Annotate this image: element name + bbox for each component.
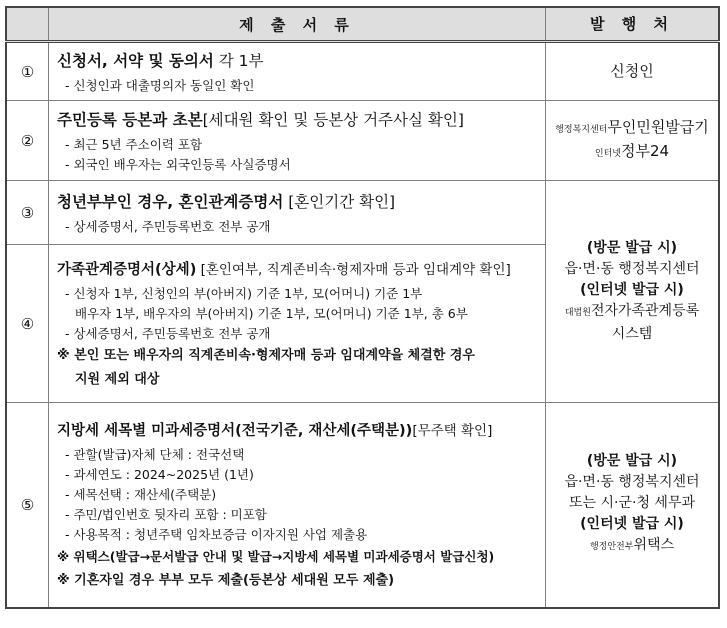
row-number: ⑤	[6, 403, 49, 608]
row-detail: 배우자 1부, 배우자의 부(아버지) 기준 1부, 모(어머니) 기준 1부, 총 6부	[75, 305, 468, 321]
table-row	[6, 42, 719, 101]
table-row	[6, 101, 719, 181]
row-content	[49, 245, 546, 403]
header-docs: 제 출 서 류	[49, 7, 546, 42]
documents-table	[5, 6, 720, 609]
table-row	[6, 181, 719, 245]
row-detail: - 신청인과 대출명의자 동일인 확인	[65, 78, 255, 93]
table-row	[6, 403, 719, 608]
row-note: 지원 제외 대상	[75, 371, 160, 387]
issuer-cell: (방문 발급 시) 읍·면·동 행정복지센터 또는 시·군·청 세무과 (인터넷 발급 시) 행정안전부위택스	[546, 403, 720, 608]
row-title: 청년부부인 경우, 혼인관계증명서 [혼인기간 확인]	[57, 193, 396, 211]
row-number: ④	[6, 245, 49, 403]
row-number: ③	[6, 181, 49, 245]
row-detail: - 사용목적 : 청년주택 임차보증금 이자지원 사업 제출용	[65, 526, 368, 542]
row-detail: - 신청자 1부, 신청인의 부(아버지) 기준 1부, 모(어머니) 기준 1부	[65, 285, 423, 301]
row-detail: - 외국인 배우자는 외국인등록 사실증명서	[65, 157, 291, 172]
header-issuer: 발 행 처	[546, 7, 720, 42]
row-title: 주민등록 등본과 초본[세대원 확인 및 등본상 거주사실 확인]	[57, 111, 464, 129]
row-detail: - 관할(발급)자체 단체 : 전국선택	[65, 446, 245, 462]
header-number	[6, 7, 49, 42]
row-number: ②	[6, 101, 49, 181]
row-detail: - 상세증명서, 주민등록번호 전부 공개	[65, 325, 271, 341]
row-note: ※ 위택스(발급→문서발급 안내 및 발급→지방세 세목별 미과세증명서 발급신청)	[57, 548, 495, 564]
row-content	[49, 403, 546, 608]
row-number: ①	[6, 42, 49, 101]
row-note: ※ 기혼자일 경우 부부 모두 제출(등본상 세대원 모두 제출)	[57, 572, 395, 588]
row-detail: - 과세연도 : 2024~2025년 (1년)	[65, 466, 254, 482]
row-title: 신청서, 서약 및 동의서 각 1부	[57, 52, 264, 70]
row-content	[49, 181, 546, 245]
row-note: ※ 본인 또는 배우자의 직계존비속·형제자매 등과 임대계약을 체결한 경우	[57, 347, 475, 363]
row-detail: - 최근 5년 주소이력 포함	[65, 137, 203, 152]
table-header	[6, 7, 719, 42]
row-detail: - 상세증명서, 주민등록번호 전부 공개	[65, 219, 271, 234]
row-title: 지방세 세목별 미과세증명서(전국기준, 재산세(주택분))[무주택 확인]	[57, 422, 493, 439]
issuer-cell: 행정복지센터무인민원발급기 인터넷정부24	[546, 101, 720, 181]
row-title: 가족관계증명서(상세) [혼인여부, 직계존비속·형제자매 등과 임대계약 확인]	[57, 261, 511, 278]
row-detail: - 세목선택 : 재산세(주택분)	[65, 486, 217, 502]
row-content	[49, 42, 546, 101]
row-detail: - 주민/법인번호 뒷자리 포함 : 미포함	[65, 506, 267, 522]
row-content	[49, 101, 546, 181]
issuer-cell: (방문 발급 시) 읍·면·동 행정복지센터 (인터넷 발급 시) 대법원전자가족관계등록 시스템	[546, 181, 720, 403]
issuer-cell: 신청인	[546, 42, 720, 101]
